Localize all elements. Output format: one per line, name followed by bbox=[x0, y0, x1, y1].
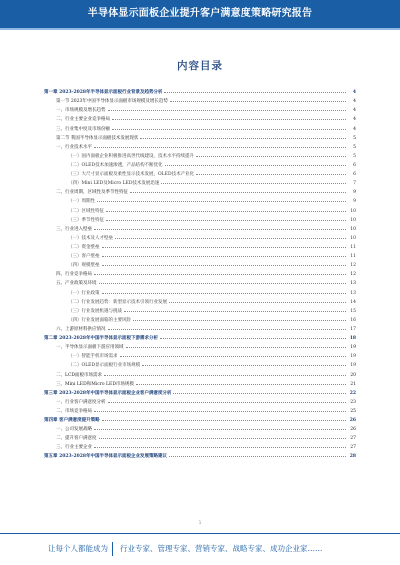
toc-entry[interactable] bbox=[44, 223, 356, 232]
toc-leader-dots bbox=[94, 447, 346, 448]
toc-leader-dots bbox=[160, 338, 346, 339]
report-header bbox=[0, 0, 400, 28]
toc-entry[interactable] bbox=[44, 341, 356, 350]
toc-entry-page: 19 bbox=[350, 354, 356, 360]
toc-entry-page: 17 bbox=[350, 326, 356, 332]
toc-entry-text: 三、行业进入壁垒 bbox=[56, 226, 92, 232]
toc-leader-dots bbox=[126, 347, 347, 348]
toc-entry-text: 一、市场规模及增长趋势 bbox=[56, 108, 106, 114]
toc-entry-text: （二）行业发展趋势：新型显示技术引领行业发展 bbox=[68, 299, 167, 305]
toc-entry[interactable] bbox=[44, 405, 356, 414]
toc-leader-dots bbox=[142, 365, 346, 366]
toc-leader-dots bbox=[196, 174, 346, 175]
toc-leader-dots bbox=[108, 329, 347, 330]
toc-entry-page: 26 bbox=[350, 427, 356, 433]
toc-leader-dots bbox=[164, 92, 346, 93]
page-number: 1 bbox=[198, 520, 202, 525]
toc-entry-page: 16 bbox=[350, 317, 356, 323]
toc-leader-dots bbox=[140, 138, 346, 139]
toc-entry[interactable] bbox=[44, 186, 356, 195]
toc-leader-dots bbox=[124, 311, 346, 312]
toc-entry-page: 5 bbox=[353, 144, 356, 150]
toc-entry-text: 三、行业主要企业 bbox=[56, 445, 92, 451]
toc-leader-dots bbox=[99, 283, 347, 284]
toc-entry[interactable] bbox=[44, 195, 356, 204]
toc-leader-dots bbox=[170, 101, 346, 102]
toc-entry[interactable] bbox=[44, 168, 356, 177]
toc-entry-text: （三）客户壁垒 bbox=[68, 254, 100, 260]
toc-entry-text: 二、LCD面板市场需求 bbox=[56, 372, 103, 378]
toc-entry-page: 14 bbox=[350, 299, 356, 305]
toc-entry-text: 第三章 2023-2028年中国半导体显示面板企业客户满意度分析 bbox=[44, 390, 172, 396]
toc-entry[interactable] bbox=[44, 323, 356, 332]
toc-entry-page: 19 bbox=[350, 345, 356, 351]
toc-entry-page: 13 bbox=[350, 290, 356, 296]
toc-entry-text: （一）周期性 bbox=[68, 199, 95, 205]
toc-entry-text: 第一节 2023年中国半导体显示面板市场规模及增长趋势 bbox=[56, 99, 168, 105]
footer-slogan: 让每个人都能成为 bbox=[48, 544, 108, 553]
toc-entry[interactable] bbox=[44, 113, 356, 122]
toc-entry-page: 6 bbox=[353, 162, 356, 168]
toc-entry-page: 10 bbox=[350, 235, 356, 241]
toc-entry-text: 二、市场竞争格局 bbox=[56, 408, 92, 414]
toc-entry[interactable] bbox=[44, 204, 356, 213]
toc-entry[interactable] bbox=[44, 350, 356, 359]
toc-leader-dots bbox=[173, 393, 346, 394]
toc-entry[interactable] bbox=[44, 122, 356, 131]
toc-entry-text: （四）Mini LED及Micro LED技术发展迅速 bbox=[68, 181, 160, 187]
toc-leader-dots bbox=[108, 110, 347, 111]
toc-entry-page: 27 bbox=[350, 445, 356, 451]
toc-entry[interactable] bbox=[44, 86, 356, 95]
toc-entry-page: 6 bbox=[353, 172, 356, 178]
header-divider bbox=[0, 28, 400, 30]
toc-entry-text: （二）OLED显示面板行业市场规模 bbox=[68, 363, 141, 369]
toc-entry-text: 一、行业客户满意度分析 bbox=[56, 399, 106, 405]
toc-entry[interactable] bbox=[44, 259, 356, 268]
toc-leader-dots bbox=[120, 356, 347, 357]
toc-entry[interactable] bbox=[44, 414, 356, 423]
toc-entry-page: 10 bbox=[350, 217, 356, 223]
toc-entry-text: 三、行业集中度及市场份额 bbox=[56, 126, 110, 132]
toc-entry[interactable] bbox=[44, 286, 356, 295]
toc-entry-text: （一）智能手机市场需求 bbox=[68, 354, 118, 360]
toc-entry-text: （三）季节性特征 bbox=[68, 217, 104, 223]
toc-entry[interactable] bbox=[44, 441, 356, 450]
toc-entry-page: 27 bbox=[350, 436, 356, 442]
toc-entry[interactable] bbox=[44, 132, 356, 141]
toc-leader-dots bbox=[102, 247, 347, 248]
toc-entry-text: （一）技术及人才壁垒 bbox=[68, 235, 113, 241]
toc-entry-page: 23 bbox=[350, 399, 356, 405]
toc-entry[interactable] bbox=[44, 241, 356, 250]
toc-leader-dots bbox=[133, 320, 346, 321]
toc-entry[interactable] bbox=[44, 396, 356, 405]
toc-entry-text: 第一章 2023-2028年半导体显示面板行业背景及趋势分析 bbox=[44, 90, 163, 96]
toc-leader-dots bbox=[165, 165, 346, 166]
toc-entry-text: 第二章 2023-2028年中国半导体显示面板下游需求分析 bbox=[44, 336, 158, 342]
toc-entry-page: 4 bbox=[353, 126, 356, 132]
toc-leader-dots bbox=[102, 265, 347, 266]
toc-entry-page: 4 bbox=[353, 117, 356, 123]
toc-entry-page: 15 bbox=[350, 308, 356, 314]
toc-entry-text: （二）OLED技术加速渗透，产品结构不断优化 bbox=[68, 162, 163, 168]
toc-entry[interactable] bbox=[44, 95, 356, 104]
footer-tagline: 行业专家、管理专家、营销专家、战略专家、成功企业家…… bbox=[120, 544, 323, 553]
toc-entry[interactable] bbox=[44, 359, 356, 368]
toc-entry[interactable] bbox=[44, 277, 356, 286]
toc-entry[interactable] bbox=[44, 214, 356, 223]
toc-entry[interactable] bbox=[44, 368, 356, 377]
toc-entry-text: （三）行业发展机遇与挑战 bbox=[68, 308, 122, 314]
toc-entry-text: 一、半导体显示面板下游应用领域 bbox=[56, 345, 124, 351]
toc-entry-page: 21 bbox=[350, 381, 356, 387]
toc-entry-page: 10 bbox=[350, 226, 356, 232]
toc-entry-text: 一、行业技术水平 bbox=[56, 144, 92, 150]
toc-entry-page: 10 bbox=[350, 208, 356, 214]
report-title: 半导体显示面板企业提升客户满意度策略研究报告 bbox=[87, 8, 313, 19]
toc-entry[interactable] bbox=[44, 332, 356, 341]
toc-leader-dots bbox=[169, 302, 346, 303]
toc-leader-dots bbox=[102, 420, 346, 421]
toc-entry-page: 20 bbox=[350, 372, 356, 378]
toc-entry[interactable] bbox=[44, 268, 356, 277]
toc-title: 内容目录 bbox=[177, 60, 223, 72]
toc-leader-dots bbox=[94, 411, 346, 412]
toc-entry-text: 二、行业主要企业竞争格局 bbox=[56, 117, 110, 123]
toc-entry-text: （一）国内面板企业积极推进高世代线建设，技术水平持续提升 bbox=[68, 153, 194, 159]
toc-entry-text: 第四章 客户满意度提升策略 bbox=[44, 418, 100, 424]
toc-leader-dots bbox=[112, 119, 346, 120]
toc-entry[interactable] bbox=[44, 177, 356, 186]
toc-entry-page: 5 bbox=[353, 135, 356, 141]
toc-entry-text: 三、Mini LED和Micro LED市场规模 bbox=[56, 381, 134, 387]
toc-entry-text: （一）行业政策 bbox=[68, 290, 100, 296]
toc-entry-page: 9 bbox=[353, 190, 356, 196]
toc-entry[interactable] bbox=[44, 296, 356, 305]
table-of-contents bbox=[44, 86, 356, 459]
toc-leader-dots bbox=[102, 256, 347, 257]
toc-entry[interactable] bbox=[44, 159, 356, 168]
toc-entry[interactable] bbox=[44, 232, 356, 241]
toc-leader-dots bbox=[161, 183, 346, 184]
toc-leader-dots bbox=[196, 156, 346, 157]
toc-entry-page: 26 bbox=[349, 418, 356, 424]
toc-entry-page: 11 bbox=[350, 254, 356, 260]
toc-leader-dots bbox=[94, 274, 346, 275]
toc-entry[interactable] bbox=[44, 250, 356, 259]
toc-entry-page: 4 bbox=[353, 108, 356, 114]
toc-leader-dots bbox=[102, 293, 347, 294]
toc-entry-text: （三）大尺寸显示面板及柔性显示技术发展，OLED技术产业化 bbox=[68, 172, 195, 178]
toc-entry-text: 二、提升客户满意度 bbox=[56, 436, 97, 442]
footer-divider bbox=[112, 542, 113, 556]
toc-leader-dots bbox=[94, 229, 346, 230]
toc-leader-dots bbox=[112, 129, 346, 130]
toc-entry-page: 4 bbox=[352, 90, 356, 96]
toc-entry-text: 第五章 2023-2028年中国半导体显示面板企业发展策略建议 bbox=[44, 454, 167, 460]
toc-entry-text: 五、产业政策及环境 bbox=[56, 281, 97, 287]
toc-entry-text: （二）区域性特征 bbox=[68, 208, 104, 214]
toc-leader-dots bbox=[99, 438, 347, 439]
footer bbox=[0, 533, 400, 565]
toc-entry-page: 25 bbox=[350, 408, 356, 414]
toc-entry-text: 四、行业竞争格局 bbox=[56, 272, 92, 278]
toc-entry-text: （四）行业发展面临的主要风险 bbox=[68, 317, 131, 323]
toc-entry-page: 28 bbox=[349, 454, 356, 460]
toc-entry[interactable] bbox=[44, 150, 356, 159]
toc-leader-dots bbox=[104, 375, 346, 376]
toc-leader-dots bbox=[136, 384, 346, 385]
toc-entry-page: 12 bbox=[350, 272, 356, 278]
toc-entry[interactable] bbox=[44, 423, 356, 432]
toc-entry-text: 二、行业周期、区域性及季节性特征 bbox=[56, 190, 128, 196]
toc-entry-page: 11 bbox=[350, 244, 356, 250]
toc-entry-page: 22 bbox=[349, 390, 356, 396]
toc-entry[interactable] bbox=[44, 387, 356, 396]
toc-entry-page: 13 bbox=[350, 281, 356, 287]
toc-entry[interactable] bbox=[44, 378, 356, 387]
toc-leader-dots bbox=[97, 201, 346, 202]
toc-entry-page: 7 bbox=[353, 181, 356, 187]
toc-entry[interactable] bbox=[44, 141, 356, 150]
toc-entry-text: 一、公司发展战略 bbox=[56, 427, 92, 433]
toc-entry-text: （二）资金壁垒 bbox=[68, 244, 100, 250]
toc-entry-page: 19 bbox=[350, 363, 356, 369]
toc-entry[interactable] bbox=[44, 305, 356, 314]
toc-entry-text: 第二节 我国半导体显示面板技术发展现状 bbox=[56, 135, 139, 141]
toc-leader-dots bbox=[130, 192, 346, 193]
toc-entry-page: 5 bbox=[353, 153, 356, 159]
toc-entry-text: （四）规模壁垒 bbox=[68, 263, 100, 269]
toc-leader-dots bbox=[94, 147, 346, 148]
toc-leader-dots bbox=[106, 211, 346, 212]
toc-leader-dots bbox=[108, 402, 347, 403]
toc-entry-page: 12 bbox=[350, 263, 356, 269]
toc-entry-page: 18 bbox=[349, 336, 356, 342]
toc-entry[interactable] bbox=[44, 104, 356, 113]
toc-leader-dots bbox=[106, 220, 346, 221]
toc-entry[interactable] bbox=[44, 314, 356, 323]
toc-entry-page: 4 bbox=[353, 99, 356, 105]
toc-entry-text: 六、上游原材料供应情况 bbox=[56, 326, 106, 332]
toc-entry-page: 9 bbox=[353, 199, 356, 205]
toc-entry[interactable] bbox=[44, 432, 356, 441]
toc-leader-dots bbox=[115, 238, 346, 239]
toc-entry[interactable] bbox=[44, 450, 356, 459]
toc-leader-dots bbox=[169, 456, 346, 457]
toc-leader-dots bbox=[94, 429, 346, 430]
